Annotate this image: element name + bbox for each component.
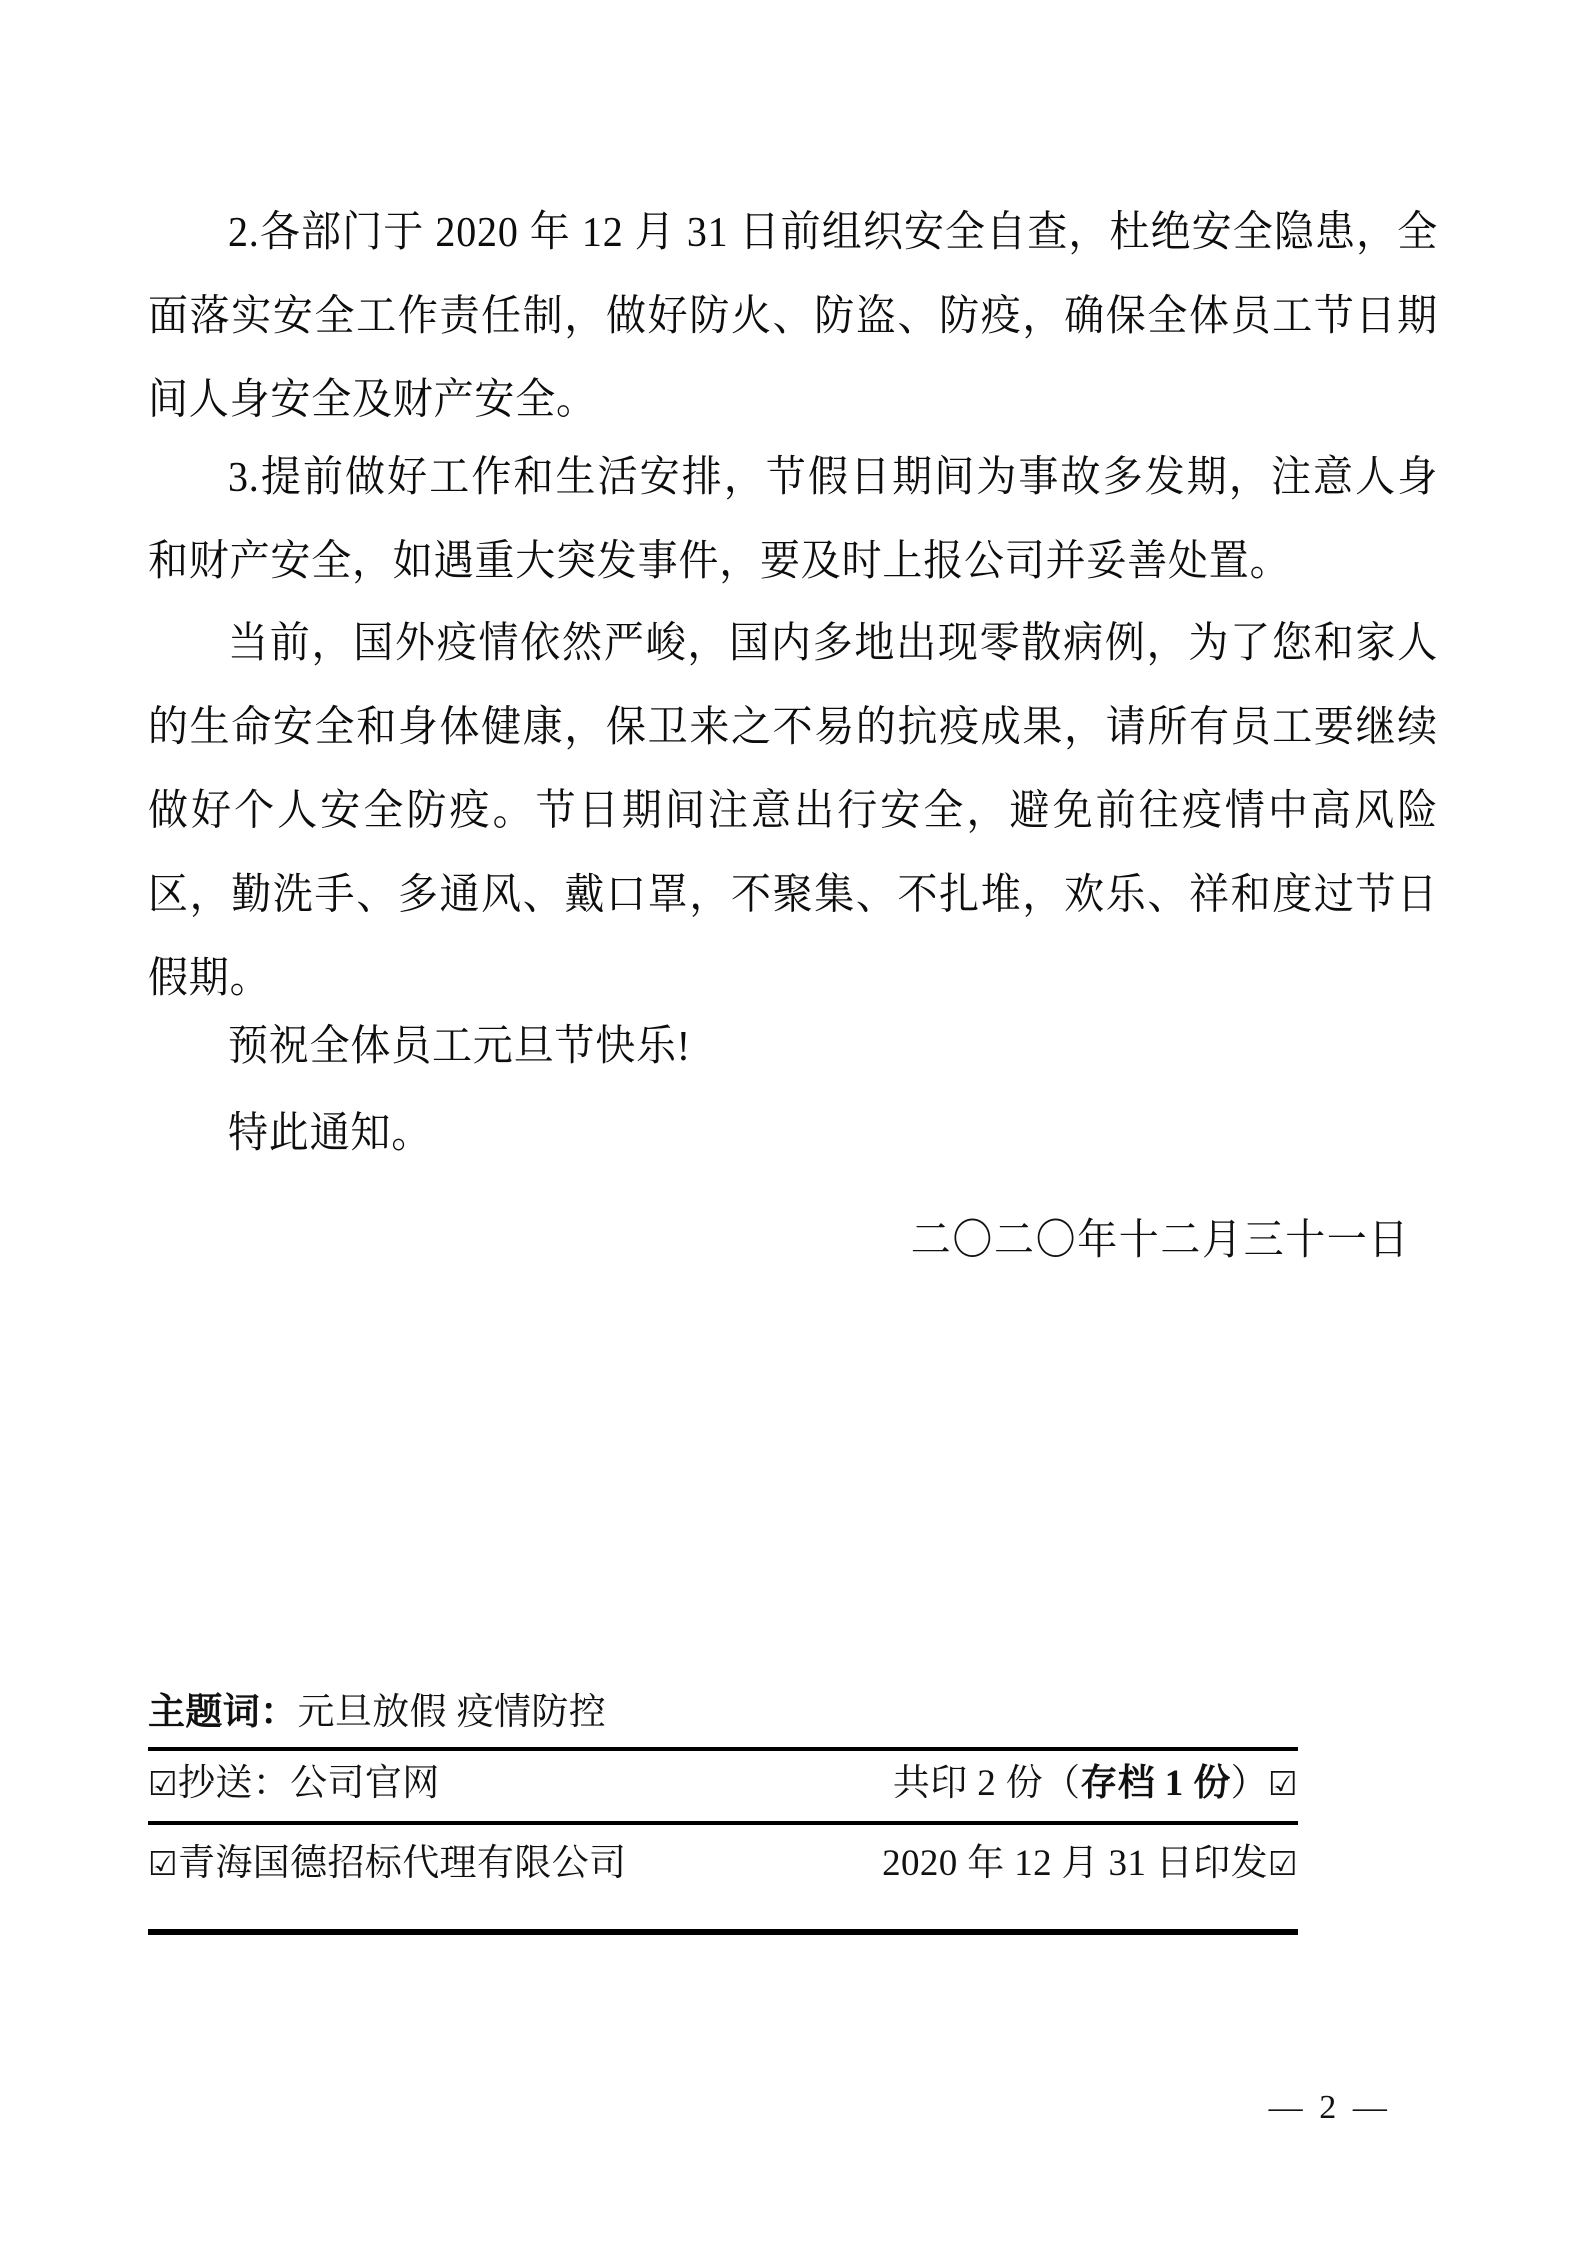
keywords-values: 元旦放假 疫情防控 (297, 1692, 607, 1733)
keywords-label: 主题词： (148, 1691, 298, 1732)
print-date: 2020 年 12 月 31 日印发 (882, 1843, 1269, 1884)
footer-row1-right (893, 1753, 1298, 1815)
paragraph-new-year-greeting: 预祝全体员工元旦节快乐! (228, 1022, 691, 1070)
document-footer (148, 1684, 1438, 1935)
paragraph-item-3: 3.提前做好工作和生活安排，节假日期间为事故多发期，注意人身和财产安全，如遇重大突发事件，要及时上报公司并妥善处置。 (148, 453, 1438, 585)
print-count-suffix: ） (1230, 1763, 1269, 1804)
footer-row1-left (148, 1753, 440, 1815)
footer-divider-bottom (148, 1929, 1298, 1935)
page-number: — 2 — (1268, 2089, 1391, 2126)
checkbox-icon: ☑ (1268, 1764, 1298, 1803)
document-body (148, 190, 1438, 1277)
issuing-company: 青海国德招标代理有限公司 (177, 1843, 627, 1884)
checkbox-icon: ☑ (148, 1764, 178, 1803)
print-count-prefix: 共印 2 份（ (892, 1763, 1081, 1804)
keywords-line (148, 1684, 1438, 1741)
footer-cc-text: 抄送：公司官网 (177, 1763, 440, 1804)
issue-date: 二〇二〇年十二月三十一日 (910, 1216, 1410, 1264)
paragraph-epidemic-notice: 当前，国外疫情依然严峻，国内多地出现零散病例，为了您和家人的生命安全和身体健康，保卫来之不易的抗疫成果，请所有员工要继续做好个人安全防疫。节日期间注意出行安全，避免前往疫情中高风险区，勤洗手、多通风、戴口罩，不聚集、不扎堆，欢乐、祥和度过节日假期。 (148, 619, 1438, 1002)
footer-row-distribution (148, 1751, 1298, 1821)
paragraph-closing-notice: 特此通知。 (228, 1109, 432, 1157)
footer-row-issuer (148, 1825, 1298, 1929)
checkbox-icon: ☑ (148, 1844, 178, 1883)
checkbox-icon: ☑ (1268, 1844, 1298, 1883)
footer-row2-left (148, 1833, 626, 1895)
paragraph-item-2: 2.各部门于 2020 年 12 月 31 日前组织安全自查，杜绝安全隐患，全面落实安全工作责任制，做好防火、防盗、防疫，确保全体员工节日期间人身安全及财产安全。 (148, 208, 1438, 424)
archive-count: 存档 1 份 (1080, 1763, 1231, 1804)
footer-row2-right (882, 1833, 1298, 1895)
